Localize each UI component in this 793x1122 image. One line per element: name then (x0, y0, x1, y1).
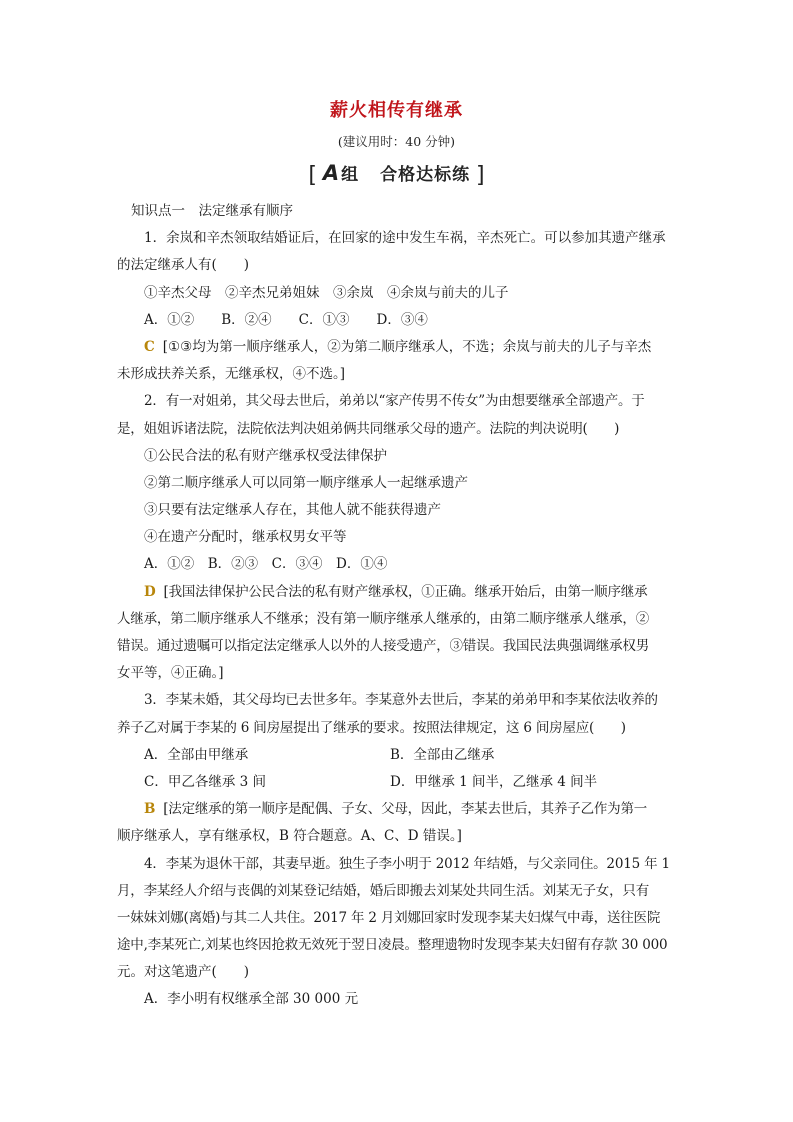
q2-explanation-line3: 错误。通过遗嘱可以指定法定继承人以外的人接受遗产，③错误。我国民法典强调继承权男 (117, 638, 649, 654)
q1-explanation-line1 (117, 334, 677, 361)
q3-stem-line1: 3．李某未婚，其父母均已去世多年。李某意外去世后，李某的弟弟甲和李某依法收养的 (144, 692, 658, 709)
q1-explanation-text: [①③均为第一顺序继承人，②为第二顺序继承人，不选；余岚与前夫的儿子与辛杰 (162, 338, 652, 355)
q4-stem-line4: 途中,李某死亡,刘某也终因抢救无效死于翌日凌晨。整理遗物时发现李某夫妇留有存款 30 000 (117, 937, 668, 954)
q2-item2: ②第二顺序继承人可以同第一顺序继承人一起继承遗产 (144, 474, 468, 491)
suggested-time: (建议用时：40 分钟) (337, 134, 456, 149)
q3-option-a: A．全部由甲继承 (144, 746, 249, 763)
q3-explanation-line2: 顺序继承人，享有继承权，B 符合题意。A、C、D 错误。] (117, 828, 462, 845)
q2-stem-line2: 是，姐姐诉诸法院，法院依法判决姐弟俩共同继承父母的遗产。法院的判决说明( ) (117, 420, 620, 437)
q4-stem-line5: 元。对这笔遗产( ) (117, 964, 250, 981)
q1-stem-line2: 的法定继承人有( ) (117, 257, 250, 274)
q2-explanation-line2: 人继承，第二顺序继承人不继承；没有第一顺序继承人继承的，由第二顺序继承人继承，② (117, 610, 649, 627)
q2-answer: D (144, 583, 156, 600)
q2-options: A．①② B．②③ C．③④ D．①④ (144, 556, 388, 573)
left-bracket-icon: [ (308, 163, 317, 188)
q4-option-a: A．李小明有权继承全部 30 000 元 (144, 991, 359, 1008)
q3-options-row1 (117, 742, 677, 769)
q1-explanation-line2: 未形成扶养关系，无继承权，④不选。] (117, 366, 346, 383)
q3-options-row2 (117, 769, 677, 796)
page-title: 薪火相传有继承 (330, 100, 463, 121)
q4-stem-line3: 一妹妹刘娜(离婚)与其二人共住。2017 年 2 月刘娜回家时发现李某夫妇煤气中毒，送往医院 (117, 909, 661, 926)
q3-explanation-text: [法定继承的第一顺序是配偶、子女、父母，因此，李某去世后，其养子乙作为第一 (163, 801, 648, 818)
q2-item3: ③只要有法定继承人存在，其他人就不能获得遗产 (144, 502, 441, 519)
q2-explanation-line4: 女平等，④正确。] (117, 665, 224, 682)
q2-explanation-line1 (117, 579, 677, 606)
q3-stem-line2: 养子乙对属于李某的 6 间房屋提出了继承的要求。按照法律规定，这 6 间房屋应( ) (117, 719, 626, 736)
q3-answer: B (144, 801, 156, 818)
q4-stem-line1: 4．李某为退休干部，其妻早逝。独生子李小明于 2012 年结婚，与父亲同住。2015 年 1 (144, 855, 670, 872)
q3-option-c: C．甲乙各继承 3 间 (144, 773, 267, 790)
q1-answer: C (144, 338, 155, 355)
q3-option-b: B．全部由乙继承 (390, 746, 495, 763)
q1-options: A．①② B．②④ C．①③ D．③④ (144, 311, 428, 328)
right-bracket-icon: ] (476, 163, 485, 188)
group-letter: A (322, 161, 340, 185)
group-word: 组 (341, 165, 359, 185)
group-name: 合格达标练 (380, 165, 471, 185)
q2-explanation-text: [我国法律保护公民合法的私有财产继承权，①正确。继承开始后，由第一顺序继承 (163, 583, 648, 600)
section-heading: 知识点一 法定继承有顺序 (131, 203, 293, 219)
q1-stem-line1: 1．余岚和辛杰领取结婚证后，在回家的途中发生车祸，辛杰死亡。可以参加其遗产继承 (144, 230, 666, 247)
exercise-content (117, 198, 677, 1014)
q3-explanation-line1 (117, 796, 677, 823)
group-header (0, 160, 793, 188)
q2-stem-line1: 2．有一对姐弟，其父母去世后，弟弟以“家产传男不传女”为由想要继承全部遗产。于 (144, 393, 645, 410)
q3-option-d: D．甲继承 1 间半，乙继承 4 间半 (390, 773, 598, 790)
q2-item4: ④在遗产分配时，继承权男女平等 (144, 529, 347, 546)
q4-stem-line2: 月，李某经人介绍与丧偶的刘某登记结婚，婚后即搬去刘某处共同生活。刘某无子女，只有 (117, 882, 649, 899)
q1-items: ①辛杰父母 ②辛杰兄弟姐妹 ③余岚 ④余岚与前夫的儿子 (144, 284, 509, 301)
q2-item1: ①公民合法的私有财产继承权受法律保护 (144, 447, 387, 464)
